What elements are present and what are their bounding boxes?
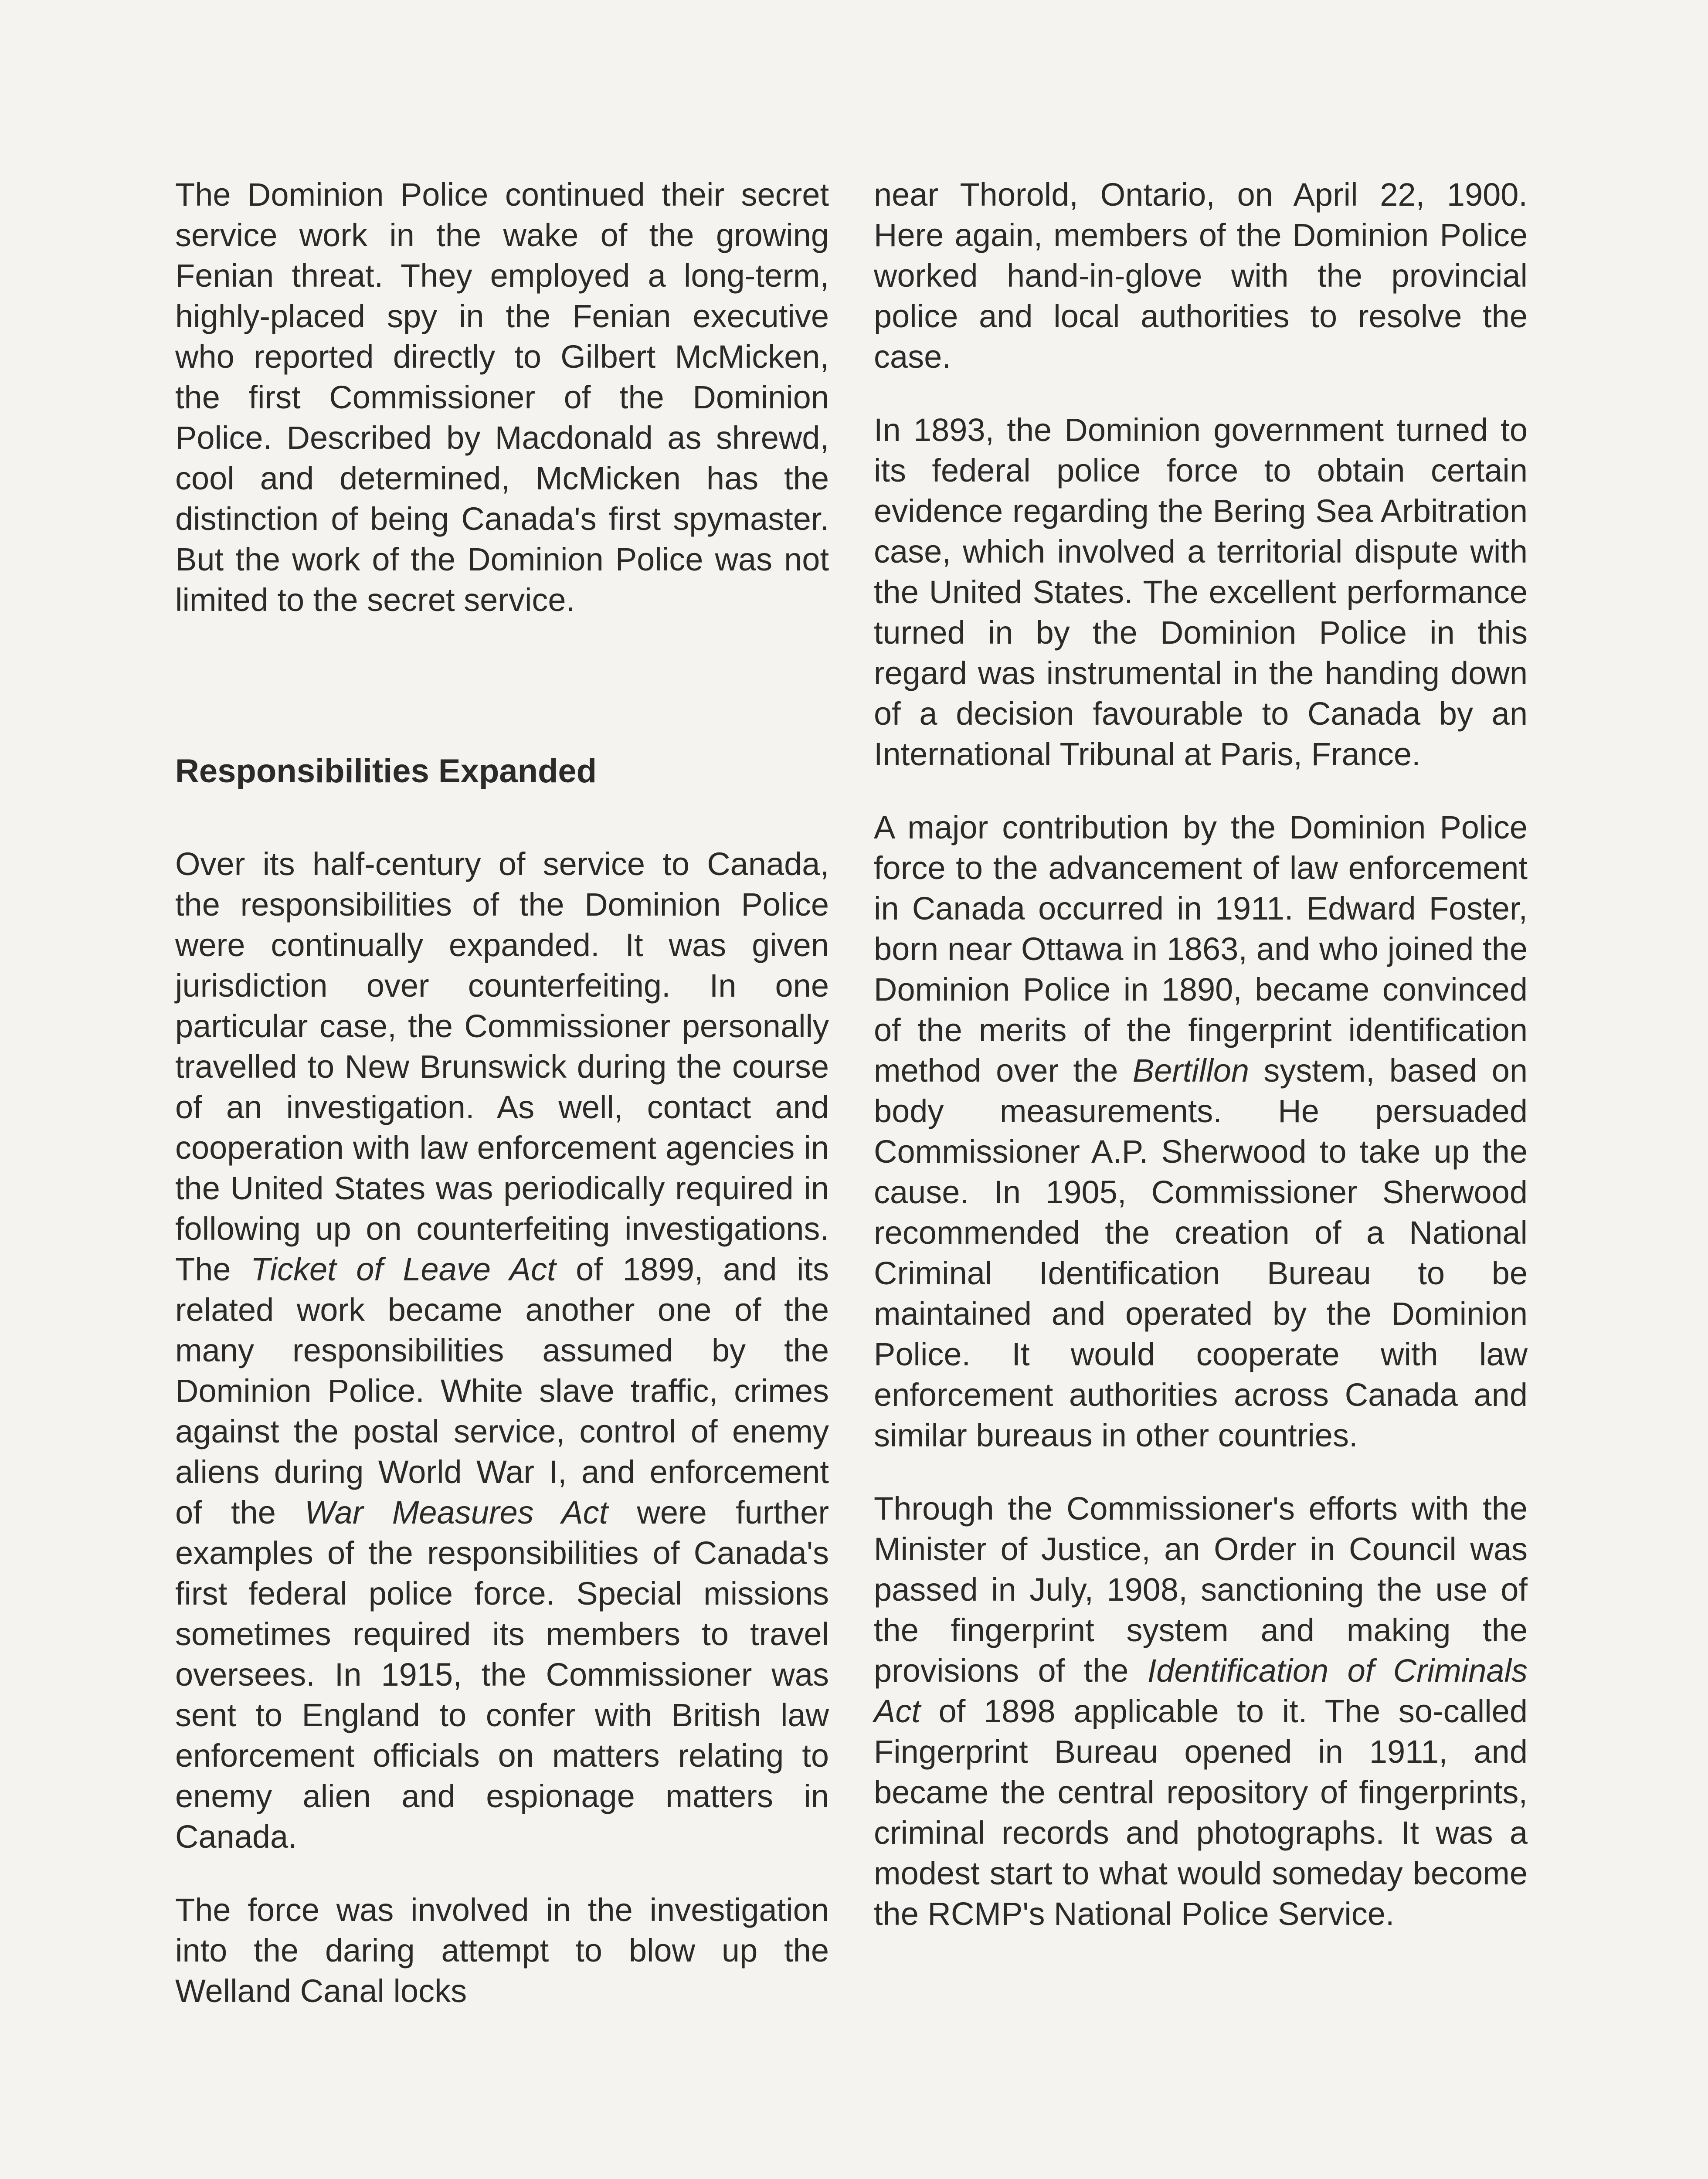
paragraph xyxy=(874,807,1528,1456)
text-run: A major contribution by the Dominion Police force to the advancement of law enforcement in Canada occurred in 1911. Edward Foster, born near Ottawa in 1863, and who joined the Dominion Police in 1890, became convinced of the merits of the fingerprint identification method over the xyxy=(874,809,1528,1089)
left-column xyxy=(175,174,829,2011)
system-name: Bertillon xyxy=(1132,1052,1250,1089)
paragraph: near Thorold, Ontario, on April 22, 1900. Here again, members of the Dominion Police worked hand-in-glove with the provincial police and local authorities to resolve the case. xyxy=(874,176,1528,375)
text-run: of 1898 applicable to it. The so-called Fingerprint Bureau opened in 1911, and became the central repository of fingerprints, criminal records and photographs. It was a modest start to what would someday become the RCMP's National Police Service. xyxy=(874,1693,1528,1932)
text-run: of 1899, and its related work became another one of the many responsibilities assumed by the Dominion Police. White slave traffic, crimes against the postal service, control of enemy aliens during World War I, and enforcement of the xyxy=(175,1251,829,1531)
paragraph: The force was involved in the investigation into the daring attempt to blow up the Welland Canal locks xyxy=(175,1892,829,2009)
section-heading: Responsibilities Expanded xyxy=(175,753,597,790)
paragraph xyxy=(175,844,829,1857)
act-title: War Measures Act xyxy=(305,1494,608,1531)
act-title: Ticket of Leave Act xyxy=(251,1251,556,1287)
text-run: Through the Commissioner's efforts with the Minister of Justice, an Order in Council was passed in July, 1908, sanctioning the use of the fingerprint system and making the provisions of the xyxy=(874,1490,1528,1689)
paragraph: In 1893, the Dominion government turned to its federal police force to obtain certain evidence regarding the Bering Sea Arbitration case, which involved a territorial dispute with the United States. The excellent performance turned in by the Dominion Police in this regard was instrumental in the handing down of a decision favourable to Canada by an International Tribunal at Paris, France. xyxy=(874,412,1528,772)
paragraph: The Dominion Police continued their secret service work in the wake of the growing Fenian threat. They employed a long-term, highly-placed spy in the Fenian executive who reported directly to Gilbert McMicken, the first Commissioner of the Dominion Police. Described by Macdonald as shrewd, cool and determined, McMicken has the distinction of being Canada's first spymaster. But the work of the Dominion Police was not limited to the secret service. xyxy=(175,176,829,618)
text-run: Over its half-century of service to Canada, the responsibilities of the Dominion Police were continually expanded. It was given jurisdiction over counterfeiting. In one particular case, the Commissioner personally travelled to New Brunswick during the course of an investigation. As well, contact and cooperation with law enforcement agencies in the United States was periodically required in following up on counterfeiting investigations. The xyxy=(175,846,829,1287)
text-run: were further examples of the responsibilities of Canada's first federal police force. Special missions sometimes required its members to travel oversees. In 1915, the Commissioner was sent to England to confer with British law enforcement officials on matters relating to enemy alien and espionage matters in Canada. xyxy=(175,1494,829,1855)
right-column xyxy=(874,174,1528,1934)
act-title: Identification of Criminals Act xyxy=(874,1653,1528,1729)
paragraph xyxy=(874,1488,1528,1934)
text-run: system, based on body measurements. He persuaded Commissioner A.P. Sherwood to take up the cause. In 1905, Commissioner Sherwood recommended the creation of a National Criminal Identification Bureau to be maintained and operated by the Dominion Police. It would cooperate with law enforcement authorities across Canada and similar bureaus in other countries. xyxy=(874,1052,1528,1453)
